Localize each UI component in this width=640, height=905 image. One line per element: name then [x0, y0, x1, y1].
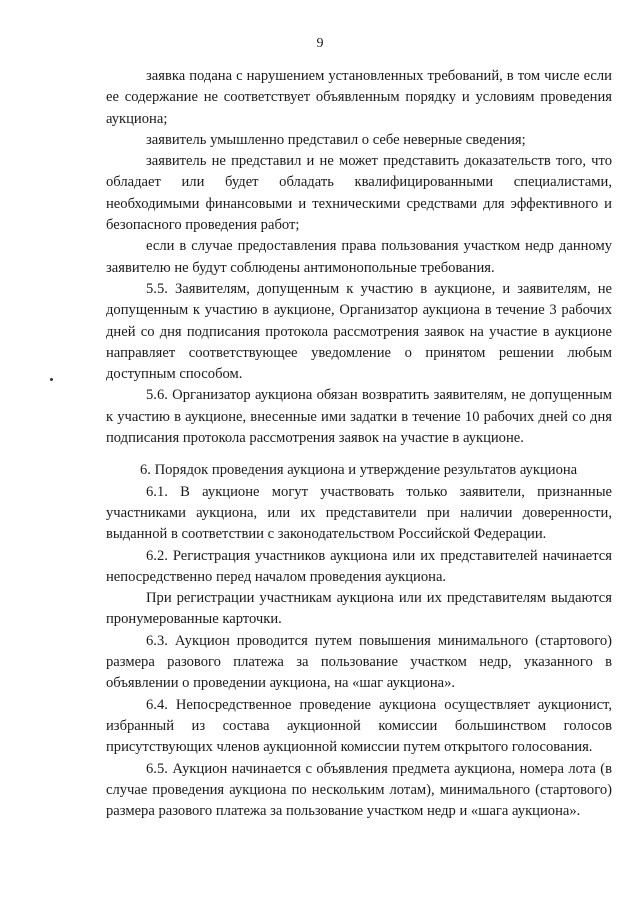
paragraph-item-1: заявка подана с нарушением установленных требований, в том числе если ее содержание не соответствует объявленным порядку и условиям проведения аукциона; — [106, 68, 612, 127]
section-6-heading: 6. Порядок проведения аукциона и утверждение результатов аукциона — [140, 462, 578, 479]
paragraph-6-2: 6.2. Регистрация участников аукциона или их представителей начинается непосредственно перед началом проведения аукциона. — [106, 547, 612, 585]
paragraph-item-2: заявитель умышленно представил о себе неверные сведения; — [146, 131, 526, 148]
paragraph-6-3: 6.3. Аукцион проводится путем повышения минимального (стартового) размера разового платежа за пользование участком недр, указанного в объявлении о проведении аукциона, на «шаг аукциона». — [106, 632, 612, 692]
page-number: 9 — [316, 36, 324, 51]
paragraph-item-3: заявитель не представил и не может представить доказательств того, что обладает или будет обладать квалифицированными специалистами, необходимыми финансовыми и техническими средствами для эффективного и безопасного проведения работ; — [106, 153, 612, 234]
paragraph-5-6: 5.6. Организатор аукциона обязан возвратить заявителям, не допущенным к участию в аукционе, внесенные ими задатки в течение 10 рабочих дней со дня подписания протокола рассмотрения заявок на участие в аукционе. — [106, 387, 612, 447]
document-body — [106, 66, 612, 822]
paragraph-item-4: если в случае предоставления права пользования участком недр данному заявителю не будут соблюдены антимонопольные требования. — [106, 238, 612, 276]
paragraph-6-1: 6.1. В аукционе могут участвовать только заявители, признанные участниками аукциона, или их представители при наличии доверенности, выданной в соответствии с законодательством Российской Федерации. — [106, 483, 612, 543]
paragraph-6-4: 6.4. Непосредственное проведение аукциона осуществляет аукционист, избранный из состава аукционной комиссии большинством голосов присутствующих членов аукционной комиссии путем открытого голосования. — [106, 696, 612, 756]
paragraph-registration-cards: При регистрации участникам аукциона или их представителям выдаются пронумерованные карточки. — [106, 590, 612, 628]
paragraph-5-5: 5.5. Заявителям, допущенным к участию в аукционе, и заявителям, не допущенным к участию в аукционе, Организатор аукциона в течение 3 рабочих дней со дня подписания протокола рассмотрения заявок на участие в аукционе направляет соответствующее уведомление о принятом решении любым доступным способом. — [106, 280, 612, 383]
paragraph-6-5: 6.5. Аукцион начинается с объявления предмета аукциона, номера лота (в случае проведения аукциона по нескольким лотам), минимального (стартового) размера разового платежа за пользование участком недр и «шага аукциона». — [106, 760, 612, 820]
scan-speck — [50, 378, 53, 381]
